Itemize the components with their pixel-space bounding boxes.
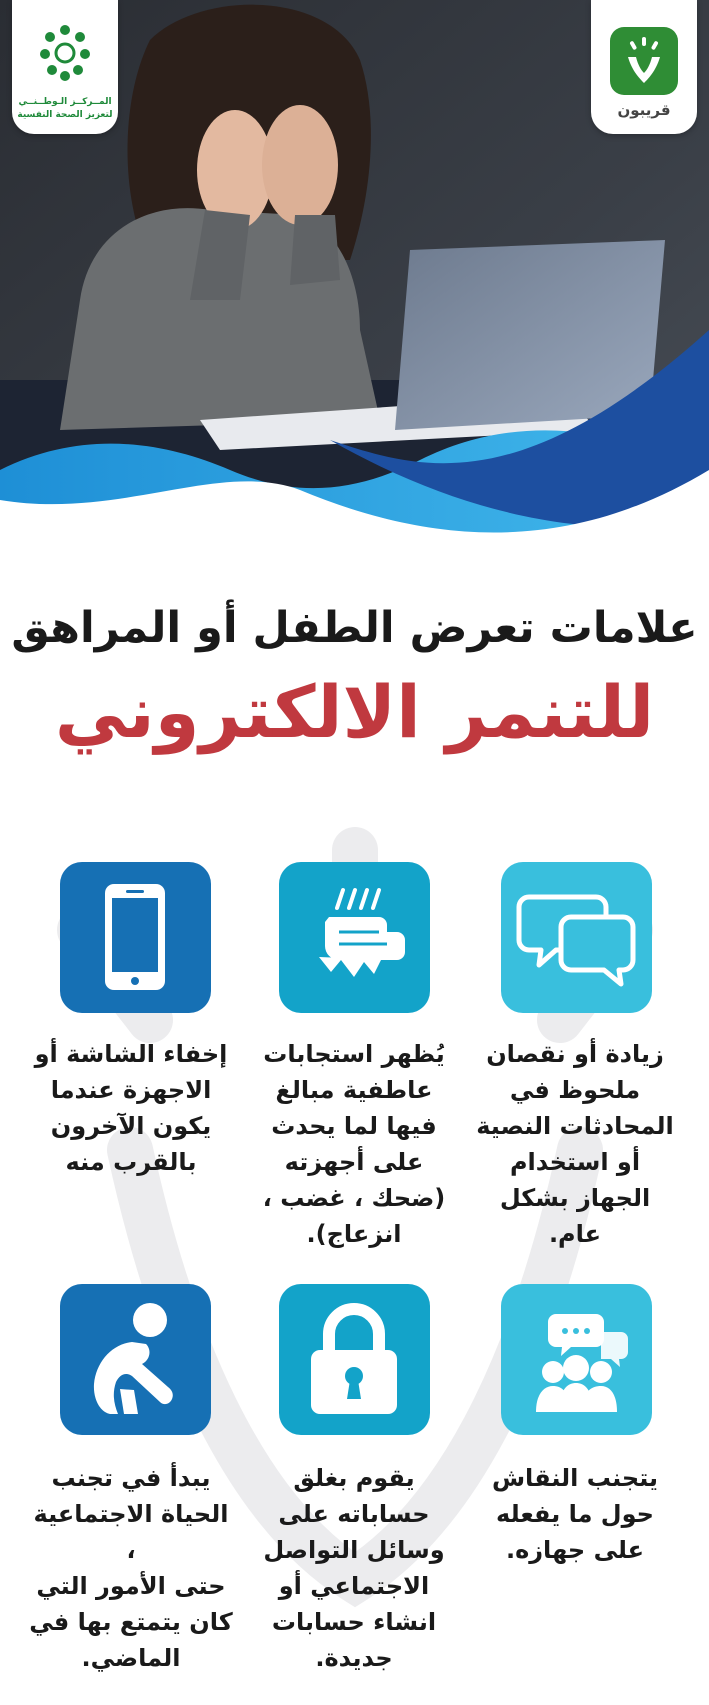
national-center-logo bbox=[12, 0, 118, 134]
padlock-tile bbox=[279, 1284, 430, 1435]
qareeboon-logo bbox=[591, 0, 697, 134]
padlock-icon bbox=[279, 1284, 430, 1435]
sign-text-6: يبدأ في تجنب الحياة الاجتماعية ، حتى الأمور التي كان يتمتع بها في الماضي. bbox=[29, 1464, 233, 1672]
center-name-line1: المــركــز الـوطــنــي bbox=[18, 97, 112, 107]
sign-text-1: زيادة أو نقصان ملحوظ في المحادثات النصية أو استخدام الجهاز بشكل عام. bbox=[476, 1040, 674, 1248]
sign-text-5: يقوم بغلق حساباته على وسائل التواصل الاجتماعي أو انشاء حسابات جديدة. bbox=[263, 1464, 445, 1672]
chat-bubbles-icon bbox=[501, 862, 652, 1013]
sign-text-4: يتجنب النقاش حول ما يفعله على جهازه. bbox=[491, 1464, 659, 1564]
title-line2: للتنمر الالكتروني bbox=[54, 670, 655, 754]
sad-person-icon bbox=[60, 1284, 211, 1435]
national-center-emblem-icon bbox=[40, 24, 90, 88]
fist-punch-icon bbox=[279, 862, 430, 1013]
qareeboon-mark bbox=[610, 27, 678, 95]
fist-punch-tile bbox=[279, 862, 430, 1013]
qareeboon-label: قريبون bbox=[617, 101, 671, 119]
qareeboon-heart-icon bbox=[622, 37, 666, 85]
center-name-line2: لتعزيز الصحة النفسية bbox=[17, 110, 113, 120]
chat-bubbles-tile bbox=[501, 862, 652, 1013]
sign-text-2: يُظهر استجابات عاطفية مبالغ فيها لما يحدث على أجهزته (ضحك ، غضب ، انزعاج). bbox=[262, 1040, 446, 1248]
group-discussion-tile bbox=[501, 1284, 652, 1435]
sign-text-3: إخفاء الشاشة أو الاجهزة عندما يكون الآخرون بالقرب منه bbox=[34, 1040, 228, 1176]
hero-photo bbox=[0, 0, 709, 590]
smartphone-icon bbox=[60, 862, 211, 1013]
group-discussion-icon bbox=[501, 1284, 652, 1435]
smartphone-tile bbox=[60, 862, 211, 1013]
sad-person-tile bbox=[60, 1284, 211, 1435]
title-line1: علامات تعرض الطفل أو المراهق bbox=[11, 603, 698, 653]
